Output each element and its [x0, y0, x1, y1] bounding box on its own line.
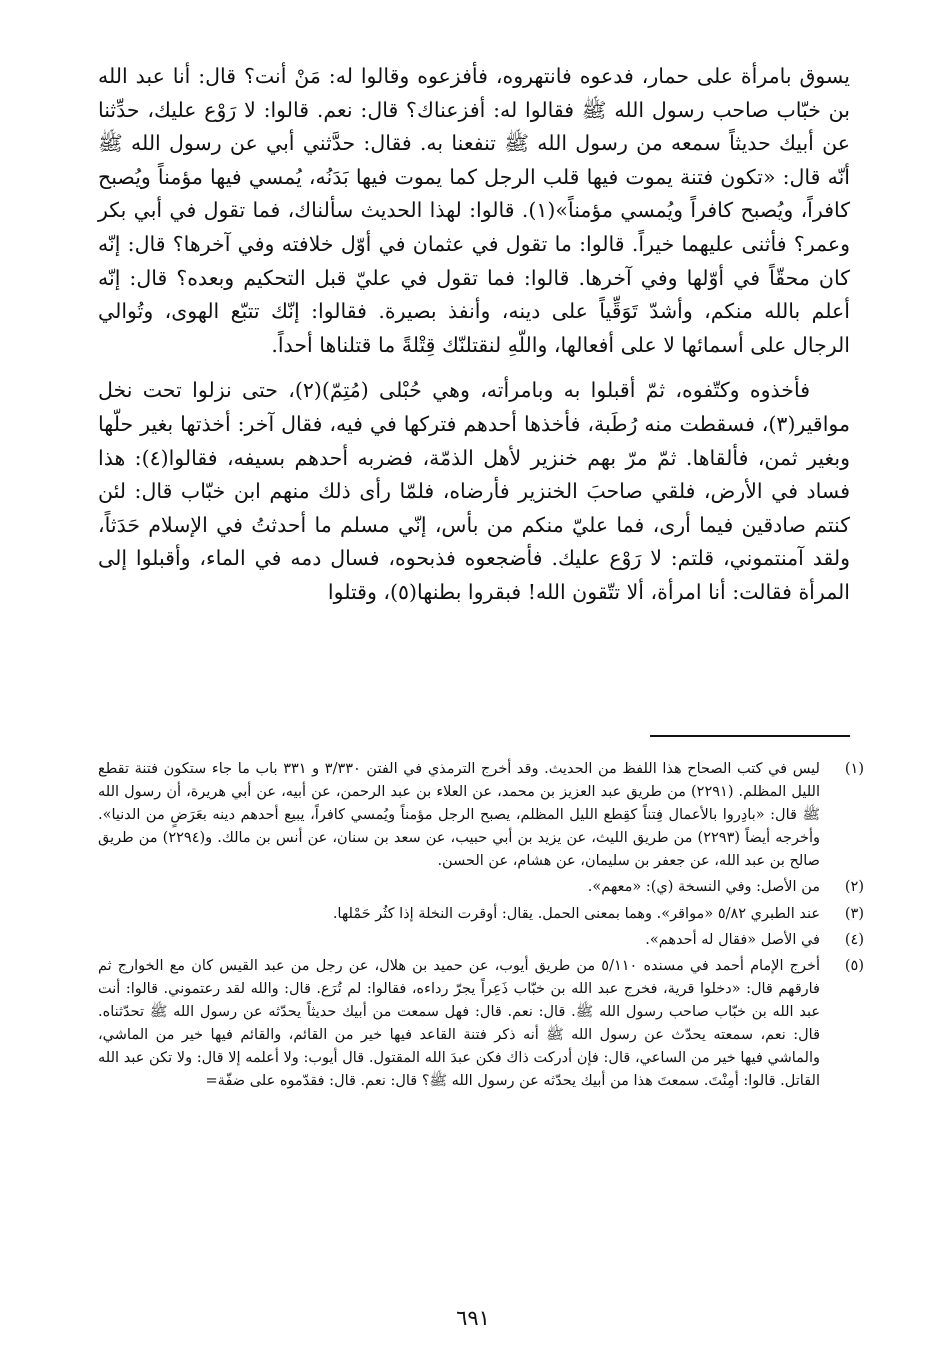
footnote	[98, 903, 864, 926]
footnote	[98, 955, 864, 1094]
paragraph: فأخذوه وكتّفوه، ثمّ أقبلوا به وبامرأته، وهي حُبْلى (مُتِمّ)(٢)، حتى نزلوا تحت نخل مواقير(٣)، فسقطت منه رُطَبة، فأخذها أحدهم فتركها في فيه، فقال آخر: أخذتها بغير حلّها وبغير ثمن، فألقاها. ثمّ مرّ بهم خنزير لأهل الذمّة، فضربه أحدهم بسيفه، فقالوا(٤): هذا فساد في الأرض، فلقي صاحبَ الخنزير فأرضاه، فلمّا رأى ذلك منهم ابن خبّاب قال: لئن كنتم صادقين فيما أرى، فما عليّ منكم من بأس، إنّي مسلم ما أحدثتُ في الإسلام حَدَثاً، ولقد آمنتموني، قلتم: لا رَوْع عليك. فأضجعوه فذبحوه، فسال دمه في الماء، وأقبلوا إلى المرأة فقالت: أنا امرأة، ألا تتّقون الله! فبقروا بطنها(٥)، وقتلوا	[98, 378, 850, 604]
paragraph: يسوق بامرأة على حمار، فدعوه فانتهروه، فأفزعوه وقالوا له: مَنْ أنت؟ قال: أنا عبد الله بن خبّاب صاحب رسول الله ﷺ فقالوا له: أفزعناك؟ قال: نعم. قالوا: لا رَوْع عليك، حدِّثنا عن أبيك حديثاً سمعه من رسول الله ﷺ تنفعنا به. فقال: حدَّثني أبي عن رسول الله ﷺ أنّه قال: «تكون فتنة يموت فيها قلب الرجل كما يموت فيها بَدَنُه، يُمسي فيها مؤمناً ويُصبح كافراً، ويُصبح كافراً ويُمسي مؤمناً»(١). قالوا: لهذا الحديث سألناك، فما تقول في أبي بكر وعمر؟ فأثنى عليهما خيراً. قالوا: ما تقول في عثمان في أوّل خلافته وفي آخرها؟ قال: إنّه كان محقّاً في أوّلها وفي آخرها. قالوا: فما تقول في عليّ قبل التحكيم وبعده؟ قال: إنّه أعلم بالله منكم، وأشدّ تَوَقِّياً على دينه، وأنفذ بصيرة. فقالوا: إنّك تتبّع الهوى، وتُوالي الرجال على أسمائها لا على أفعالها، واللّهِ لنقتلنّك قِتْلةً ما قتلناها أحداً.	[98, 64, 850, 357]
footnotes	[98, 758, 864, 1096]
footnote-text: في الأصل «فقال له أحدهم».	[645, 931, 820, 948]
footnote-number: (١)	[844, 761, 864, 777]
footnote-text: من الأصل: وفي النسخة (ي): «معهم».	[587, 879, 820, 896]
footnote	[98, 929, 864, 952]
footnote	[98, 758, 864, 873]
footnote-text: أخرج الإمام أحمد في مسنده ٥/١١٠ من طريق أيوب، عن حميد بن هلال، عن رجل من عبد القيس كان مع الخوارج ثم فارقهم قال: «دخلوا قرية، فخرج عبد الله بن خبّاب ذَعِراً يجرّ رداءه، فقالوا: لم تُرَع. قال: والله لقد رعتموني. قالوا: أنت عبد الله بن خبّاب صاحب رسول الله ﷺ. قال: نعم. قال: فهل سمعت من أبيك حديثاً يحدّثه عن رسول الله ﷺ تحدّثناه. قال: نعم، سمعته يحدّث عن رسول الله ﷺ أنه ذكر فتنة القاعد فيها خير من القائم، والقائم فيها خير من الماشي، والماشي فيها خير من الساعي، قال: فإن أدركت ذاك فكن عبدَ الله المقتول. قال أيوب: ولا أعلمه إلا قال: ولا تكن عبد الله القاتل. قالوا: أمِنْتَ. سمعتَ هذا من أبيك يحدّثه عن رسول الله ﷺ؟ قال: نعم. قال: فقدّموه على ضفّة=	[98, 957, 820, 1090]
footnote-number: (٢)	[844, 879, 864, 896]
footnote-number: (٤)	[844, 931, 864, 948]
footnote-number: (٣)	[844, 905, 864, 922]
footnote-text: عند الطبري ٥/٨٢ «مواقر». وهما بمعنى الحمل. يقال: أوقرت النخلة إذا كثُر حَمْلها.	[332, 905, 820, 922]
footnote-number: (٥)	[844, 957, 864, 974]
footnote-text: ليس في كتب الصحاح هذا اللفظ من الحديث. وقد أخرج الترمذي في الفتن ٣/٣٣٠ و ٣٣١ باب ما جاء ستكون فتنة تقطع الليل المظلم. (٢٢٩١) من طريق عبد العزيز بن محمد، عن العلاء بن عبد الرحمن، عن أبيه، عن أبي هريرة، أن رسول الله ﷺ قال: «بادِروا بالأعمال فِتناً كقِطع الليل المظلم، يصبح الرجل مؤمناً ويُمسي كافراً، يبيع أحدهم دينه بعَرَضٍ من الدنيا». وأخرجه أيضاً (٢٢٩٣) من طريق الليث، عن يزيد بن أبي حبيب، عن سعد بن سنان، عن أنس بن مالك. و(٢٢٩٤) من طريق صالح بن عبد الله، عن جعفر بن سليمان، عن هشام، عن الحسن.	[98, 761, 821, 870]
page-number: ٦٩١	[456, 1306, 490, 1330]
main-text	[98, 60, 850, 610]
footnote-separator	[650, 735, 850, 737]
footnote	[98, 876, 864, 899]
